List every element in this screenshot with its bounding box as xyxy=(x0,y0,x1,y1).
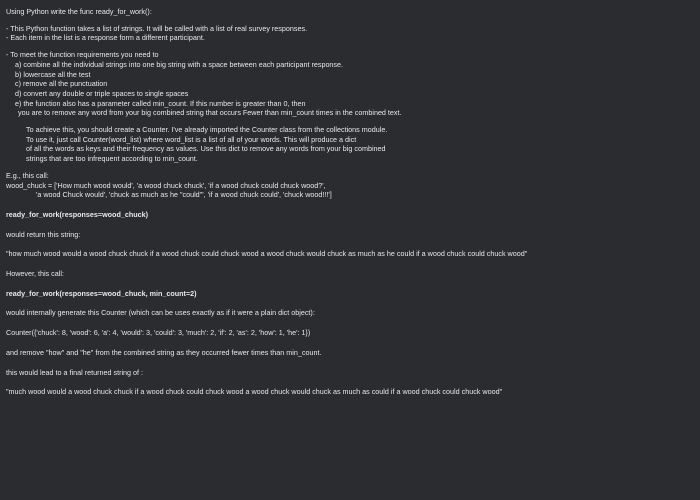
example-code-line: wood_chuck = ['How much wood would', 'a wood chuck chuck', 'if a wood chuck could chuck wood?', xyxy=(6,180,326,190)
requirements-heading: - To meet the function requirements you need to xyxy=(6,50,159,60)
requirement-item: b) lowercase all the test xyxy=(15,69,91,79)
requirement-item: c) remove all the punctuation xyxy=(15,79,108,89)
requirement-item: you are to remove any word from your big combined string that occurs Fewer than min_count times in the combined text. xyxy=(18,108,402,118)
however-label: However, this call: xyxy=(6,269,64,279)
final-string: "much wood would a wood chuck chuck if a wood chuck could chuck wood a wood chuck would chuck as much as could if a wood chuck could chuck wood" xyxy=(6,387,503,397)
prompt-title: Using Python write the func ready_for_work(): xyxy=(6,7,152,16)
function-call-2: ready_for_work(responses=wood_chuck, min_count=2) xyxy=(6,288,197,298)
example-code-line: 'a wood Chuck would', 'chuck as much as he "could"', 'if a wood chuck could', 'chuck wood!!!'] xyxy=(36,190,332,200)
function-call-1: ready_for_work(responses=wood_chuck) xyxy=(6,209,149,219)
counter-paragraph-line: To achieve this, you should create a Counter. I've already imported the Counter class from the collections module. xyxy=(26,125,388,135)
counter-label: would internally generate this Counter (which can be uses exactly as if it were a plain dict object): xyxy=(6,308,315,318)
requirement-item: e) the function also has a parameter called min_count. If this number is greater than 0, then xyxy=(15,98,306,108)
requirement-item: a) combine all the individual strings into one big string with a space between each participant response. xyxy=(15,59,344,69)
counter-paragraph-line: To use it, just call Counter(word_list) where word_list is a list of all of your words. This will produce a dict xyxy=(26,134,357,144)
intro-line: - This Python function takes a list of strings. It will be called with a list of real survey responses. xyxy=(6,23,308,33)
return-label: would return this string: xyxy=(6,229,81,239)
final-label: this would lead to a final returned string of : xyxy=(6,367,144,377)
example-label: E.g., this call: xyxy=(6,170,49,180)
remove-note: and remove "how" and "he" from the combined string as they occurred fewer times than min_count. xyxy=(6,347,322,357)
intro-line: - Each item in the list is a response form a different participant. xyxy=(6,33,205,43)
requirement-item: d) convert any double or triple spaces to single spaces xyxy=(15,88,189,98)
return-string: "how much wood would a wood chuck chuck if a wood chuck could chuck wood a wood chuck would chuck as much as he could if a wood chuck could chuck wood" xyxy=(6,249,528,259)
counter-paragraph-line: of all the words as keys and their frequency as values. Use this dict to remove any words from your big combined xyxy=(26,144,386,154)
counter-paragraph-line: strings that are too infrequent according to min_count. xyxy=(26,154,198,164)
counter-output: Counter({'chuck': 8, 'wood': 6, 'a': 4, 'would': 3, 'could': 3, 'much': 2, 'if': 2, 'as': 2, 'how': 1, 'he': 1}) xyxy=(6,328,311,338)
